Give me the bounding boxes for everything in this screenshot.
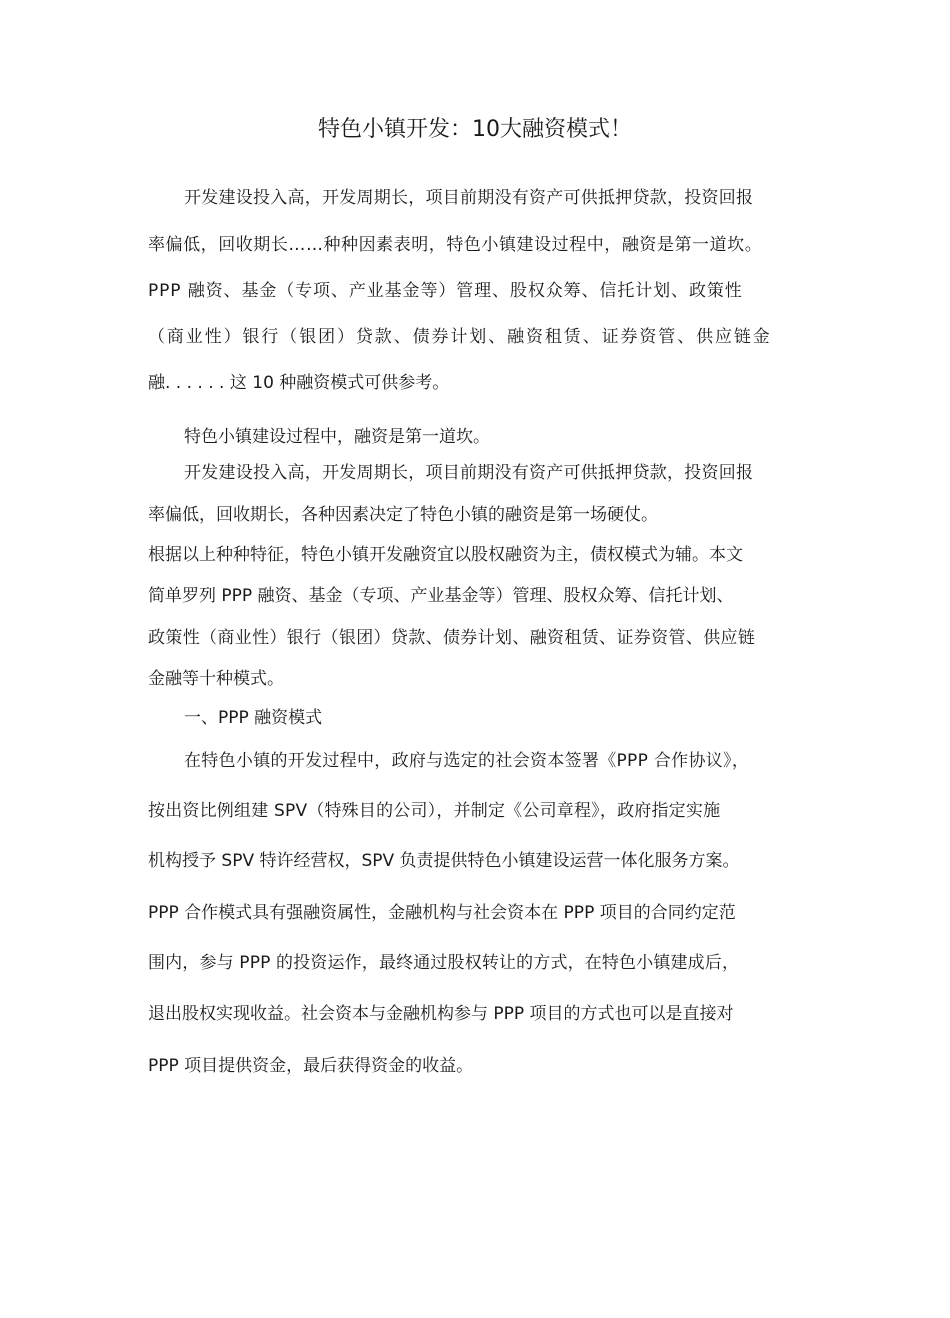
paragraph-5-line-4: PPP 合作模式具有强融资属性，金融机构与社会资本在 PPP 项目的合同约定范 — [148, 903, 736, 923]
paragraph-4-line-1: 根据以上种种特征，特色小镇开发融资宜以股权融资为主，债权模式为辅。本文 — [148, 545, 743, 565]
document-title: 特色小镇开发：10大融资模式！ — [318, 117, 632, 142]
paragraph-3-line-2: 率偏低，回收期长，各种因素决定了特色小镇的融资是第一场硬仗。 — [148, 505, 658, 525]
paragraph-5-line-2: 按出资比例组建 SPV（特殊目的公司），并制定《公司章程》，政府指定实施 — [148, 801, 721, 821]
paragraph-1-line-3: PPP 融资、基金（专项、产业基金等）管理、股权众筹、信托计划、政策性 — [148, 281, 743, 301]
paragraph-1-line-4: （商业性）银行（银团）贷款、债券计划、融资租赁、证券资管、供应链金 — [148, 327, 772, 347]
section-heading-ppp: 一、PPP 融资模式 — [184, 708, 323, 728]
paragraph-4-line-2: 简单罗列 PPP 融资、基金（专项、产业基金等）管理、股权众筹、信托计划、 — [148, 586, 734, 606]
paragraph-5-line-7: PPP 项目提供资金，最后获得资金的收益。 — [148, 1056, 474, 1076]
paragraph-1-line-2: 率偏低，回收期长……种种因素表明，特色小镇建设过程中，融资是第一道坎。 — [148, 235, 763, 255]
paragraph-5-line-1: 在特色小镇的开发过程中，政府与选定的社会资本签署《PPP 合作协议》， — [184, 751, 750, 771]
paragraph-4-line-4: 金融等十种模式。 — [148, 669, 284, 689]
paragraph-1-line-5: 融. . . . . . 这 10 种融资模式可供参考。 — [148, 373, 450, 393]
paragraph-1-line-1: 开发建设投入高，开发周期长，项目前期没有资产可供抵押贷款，投资回报 — [184, 188, 754, 208]
paragraph-2-line-1: 特色小镇建设过程中，融资是第一道坎。 — [184, 427, 490, 447]
paragraph-3-line-1: 开发建设投入高，开发周期长，项目前期没有资产可供抵押贷款，投资回报 — [184, 463, 754, 483]
paragraph-5-line-5: 围内，参与 PPP 的投资运作，最终通过股权转让的方式，在特色小镇建成后， — [148, 953, 740, 973]
paragraph-4-line-3: 政策性（商业性）银行（银团）贷款、债券计划、融资租赁、证券资管、供应链 — [148, 628, 756, 648]
paragraph-5-line-6: 退出股权实现收益。社会资本与金融机构参与 PPP 项目的方式也可以是直接对 — [148, 1004, 734, 1024]
paragraph-5-line-3: 机构授予 SPV 特许经营权，SPV 负责提供特色小镇建设运营一体化服务方案。 — [148, 851, 740, 871]
